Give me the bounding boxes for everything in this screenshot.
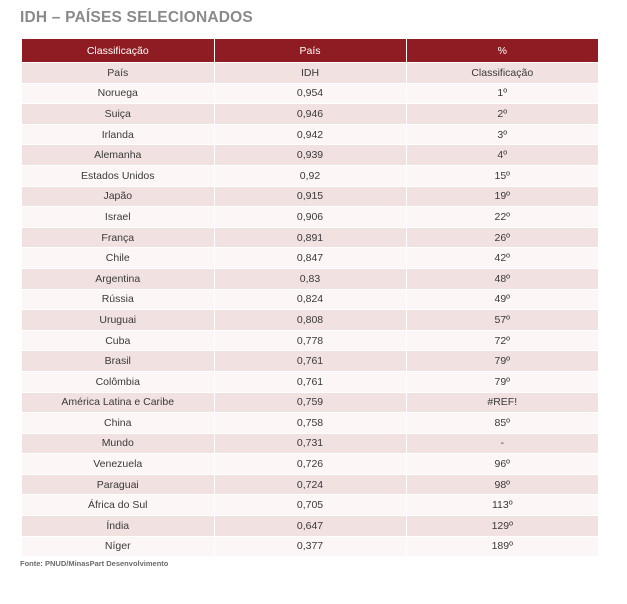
cell-rank: 42º [406,248,598,269]
cell-rank: 79º [406,371,598,392]
table-row [22,165,598,186]
cell-idh: 0,705 [214,495,406,516]
cell-idh: 0,724 [214,474,406,495]
table-row [22,536,598,556]
table-row [22,495,598,516]
cell-rank: 22º [406,207,598,228]
cell-country: Argentina [22,268,214,289]
cell-idh: 0,939 [214,145,406,166]
cell-rank: 48º [406,268,598,289]
table-row [22,227,598,248]
cell-country: Alemanha [22,145,214,166]
page-title: IDH – PAÍSES SELECIONADOS [20,9,253,26]
cell-idh: 0,731 [214,433,406,454]
cell-rank: 72º [406,330,598,351]
cell-country: Colômbia [22,371,214,392]
cell-idh: 0,824 [214,289,406,310]
table-body [22,63,598,557]
cell-idh: 0,778 [214,330,406,351]
cell-rank: 3º [406,124,598,145]
cell-country: Cuba [22,330,214,351]
source-note: Fonte: PNUD/MinasPart Desenvolvimento [20,559,169,568]
cell-country: América Latina e Caribe [22,392,214,413]
table-row [22,516,598,537]
table-row [22,392,598,413]
cell-idh: 0,761 [214,351,406,372]
cell-idh: 0,761 [214,371,406,392]
cell-country: Venezuela [22,454,214,475]
cell-rank: - [406,433,598,454]
cell-rank: 1º [406,83,598,104]
column-header-pais: País [214,39,406,63]
cell-rank: 85º [406,413,598,434]
table-row [22,248,598,269]
table-row [22,186,598,207]
cell-idh: 0,726 [214,454,406,475]
cell-country: Irlanda [22,124,214,145]
cell-country: África do Sul [22,495,214,516]
cell-country: Estados Unidos [22,165,214,186]
cell-country: Rússia [22,289,214,310]
cell-idh: 0,808 [214,310,406,331]
cell-idh: 0,906 [214,207,406,228]
cell-rank: 113º [406,495,598,516]
cell-country: Mundo [22,433,214,454]
cell-country: Japão [22,186,214,207]
table-header-row [22,39,598,63]
cell-idh: 0,92 [214,165,406,186]
table-row [22,474,598,495]
cell-rank: 57º [406,310,598,331]
cell-idh: 0,915 [214,186,406,207]
cell-rank: 19º [406,186,598,207]
cell-rank: 129º [406,516,598,537]
cell-rank: 96º [406,454,598,475]
table-row [22,104,598,125]
cell-country: Noruega [22,83,214,104]
cell-rank: #REF! [406,392,598,413]
cell-rank: 15º [406,165,598,186]
cell-idh: 0,758 [214,413,406,434]
table-row [22,310,598,331]
cell-country: Suiça [22,104,214,125]
table-row [22,63,598,84]
table-row [22,289,598,310]
cell-country: País [22,63,214,84]
cell-country: China [22,413,214,434]
cell-country: Níger [22,536,214,556]
cell-rank: 4º [406,145,598,166]
table-row [22,145,598,166]
cell-rank: Classificação [406,63,598,84]
table-row [22,371,598,392]
idh-table [22,39,598,556]
column-header-classificacao: Classificação [22,39,214,63]
table-row [22,351,598,372]
cell-country: Brasil [22,351,214,372]
table-row [22,454,598,475]
table-row [22,268,598,289]
table-row [22,83,598,104]
cell-idh: 0,847 [214,248,406,269]
table-row [22,124,598,145]
cell-rank: 79º [406,351,598,372]
table-row [22,433,598,454]
cell-country: Paraguai [22,474,214,495]
cell-idh: 0,647 [214,516,406,537]
cell-country: Índia [22,516,214,537]
table-row [22,413,598,434]
cell-idh: 0,891 [214,227,406,248]
cell-rank: 2º [406,104,598,125]
cell-idh: 0,942 [214,124,406,145]
cell-country: França [22,227,214,248]
cell-country: Uruguai [22,310,214,331]
cell-rank: 189º [406,536,598,556]
cell-idh: 0,759 [214,392,406,413]
table-row [22,207,598,228]
cell-country: Chile [22,248,214,269]
cell-rank: 26º [406,227,598,248]
cell-idh: 0,377 [214,536,406,556]
table-row [22,330,598,351]
cell-idh: 0,83 [214,268,406,289]
cell-country: Israel [22,207,214,228]
cell-idh: 0,946 [214,104,406,125]
column-header-percent: % [406,39,598,63]
cell-rank: 98º [406,474,598,495]
cell-rank: 49º [406,289,598,310]
cell-idh: IDH [214,63,406,84]
cell-idh: 0,954 [214,83,406,104]
